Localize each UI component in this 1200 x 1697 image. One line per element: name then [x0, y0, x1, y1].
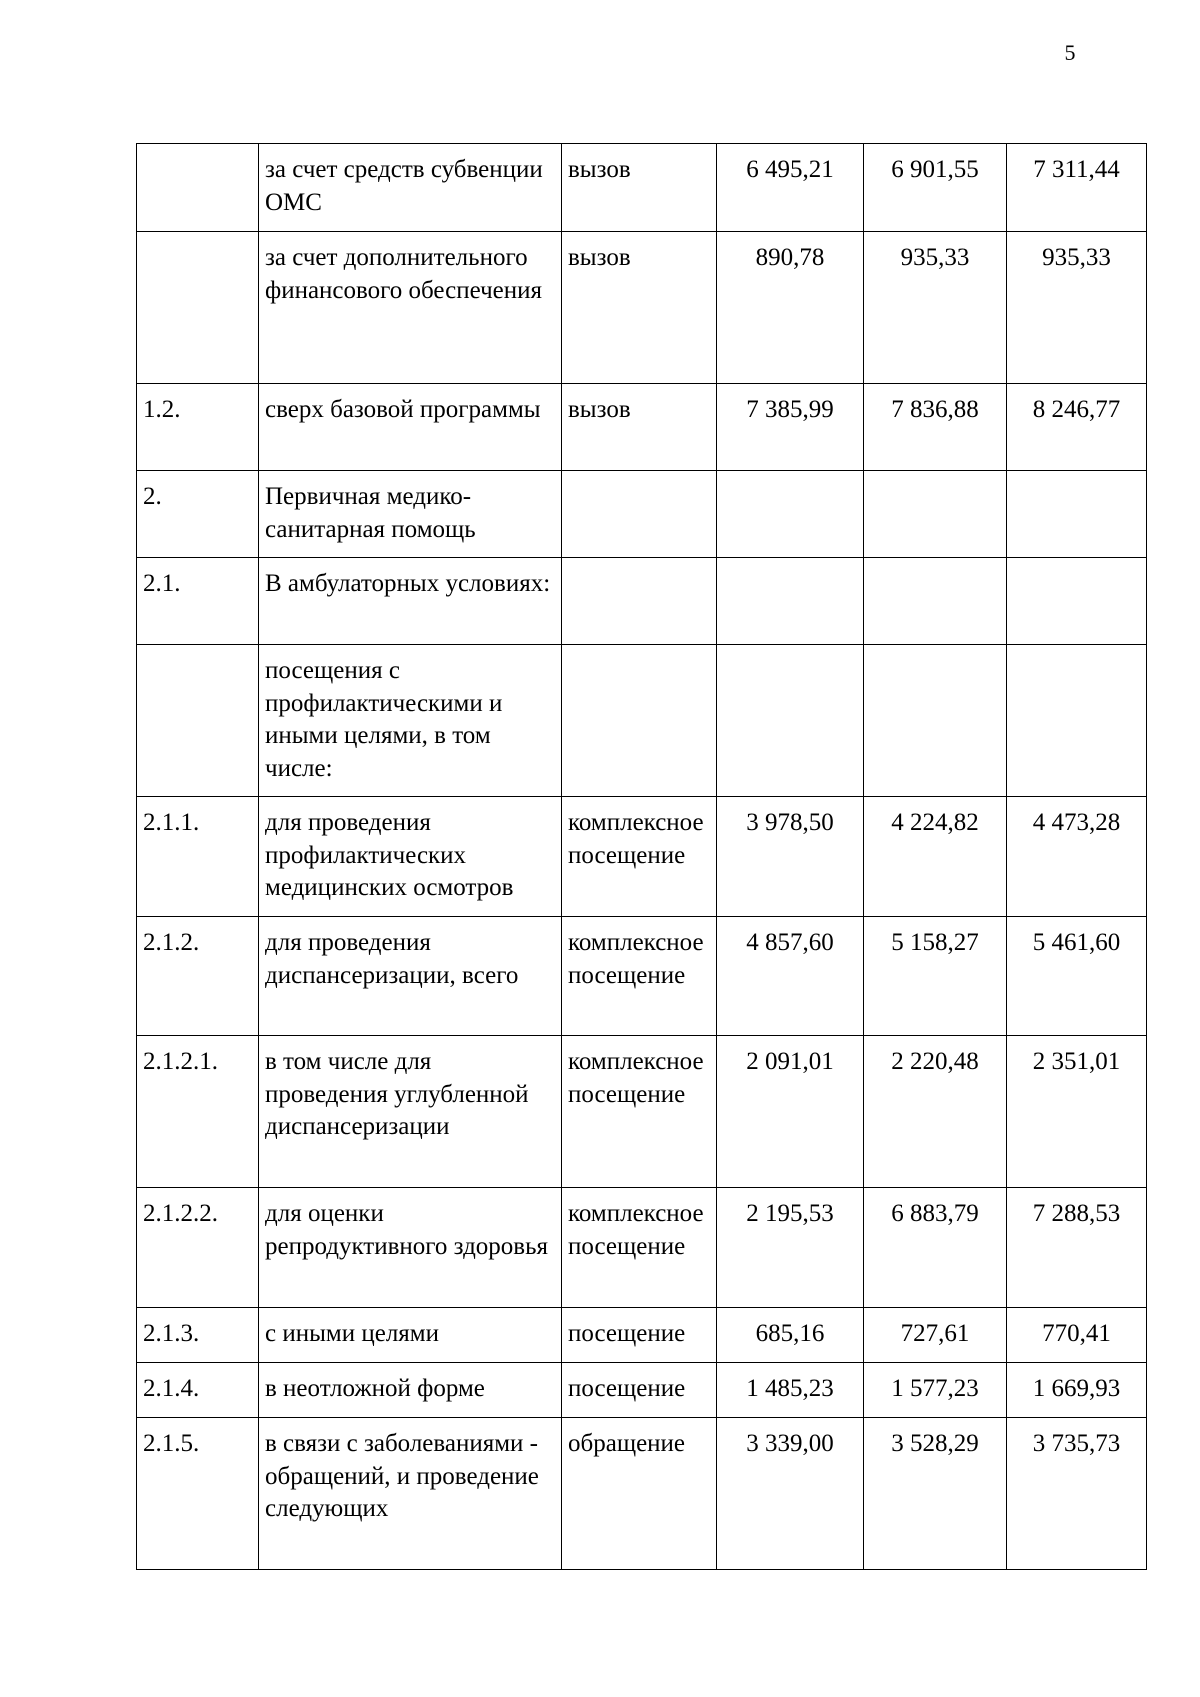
row-unit: комплексное посещение — [562, 797, 717, 917]
row-unit — [562, 558, 717, 645]
row-unit — [562, 645, 717, 797]
row-value-3 — [1007, 645, 1147, 797]
row-name: посещения с профилактическими и иными целями, в том числе: — [259, 645, 562, 797]
table-row — [137, 1418, 1147, 1570]
table-row — [137, 1363, 1147, 1418]
row-value-3: 935,33 — [1007, 232, 1147, 384]
row-code: 2.1.2.2. — [137, 1188, 259, 1308]
row-name: В амбулаторных условиях: — [259, 558, 562, 645]
row-code: 2. — [137, 471, 259, 558]
table-row — [137, 384, 1147, 471]
table-row — [137, 917, 1147, 1036]
row-unit: комплексное посещение — [562, 917, 717, 1036]
norms-table-body — [137, 144, 1147, 1570]
row-value-3: 7 288,53 — [1007, 1188, 1147, 1308]
row-value-1: 2 091,01 — [717, 1036, 864, 1188]
table-row — [137, 471, 1147, 558]
row-unit: посещение — [562, 1363, 717, 1418]
row-code — [137, 645, 259, 797]
row-code — [137, 144, 259, 232]
page-number: 5 — [1064, 40, 1076, 65]
row-name: в связи с заболеваниями - обращений, и проведение следующих — [259, 1418, 562, 1570]
norms-table — [136, 143, 1147, 1570]
row-value-3: 5 461,60 — [1007, 917, 1147, 1036]
row-name: в неотложной форме — [259, 1363, 562, 1418]
row-name: за счет дополнительного финансового обеспечения — [259, 232, 562, 384]
row-code: 1.2. — [137, 384, 259, 471]
row-value-1: 7 385,99 — [717, 384, 864, 471]
row-value-2: 935,33 — [864, 232, 1007, 384]
table-row — [137, 645, 1147, 797]
row-value-1: 6 495,21 — [717, 144, 864, 232]
row-value-2: 2 220,48 — [864, 1036, 1007, 1188]
row-value-3 — [1007, 471, 1147, 558]
row-name: для оценки репродуктивного здоровья — [259, 1188, 562, 1308]
row-value-2 — [864, 471, 1007, 558]
row-value-2 — [864, 558, 1007, 645]
row-code: 2.1.2. — [137, 917, 259, 1036]
row-code: 2.1.2.1. — [137, 1036, 259, 1188]
row-code: 2.1.3. — [137, 1308, 259, 1363]
row-value-2: 6 901,55 — [864, 144, 1007, 232]
row-code: 2.1.1. — [137, 797, 259, 917]
row-value-1: 3 339,00 — [717, 1418, 864, 1570]
row-value-1: 1 485,23 — [717, 1363, 864, 1418]
row-value-3: 8 246,77 — [1007, 384, 1147, 471]
row-name: за счет средств субвенции ОМС — [259, 144, 562, 232]
row-code: 2.1. — [137, 558, 259, 645]
row-unit: вызов — [562, 144, 717, 232]
row-value-3: 2 351,01 — [1007, 1036, 1147, 1188]
table-row — [137, 144, 1147, 232]
row-value-1: 3 978,50 — [717, 797, 864, 917]
row-value-1 — [717, 645, 864, 797]
row-name: для проведения диспансеризации, всего — [259, 917, 562, 1036]
row-unit: посещение — [562, 1308, 717, 1363]
row-value-1: 685,16 — [717, 1308, 864, 1363]
row-value-1: 4 857,60 — [717, 917, 864, 1036]
row-value-1 — [717, 471, 864, 558]
row-value-1: 2 195,53 — [717, 1188, 864, 1308]
row-value-3: 3 735,73 — [1007, 1418, 1147, 1570]
table-row — [137, 1188, 1147, 1308]
row-value-3: 4 473,28 — [1007, 797, 1147, 917]
row-name: Первичная медико-санитарная помощь — [259, 471, 562, 558]
row-value-1: 890,78 — [717, 232, 864, 384]
row-name: для проведения профилактических медицинских осмотров — [259, 797, 562, 917]
row-value-2: 4 224,82 — [864, 797, 1007, 917]
table-row — [137, 1308, 1147, 1363]
row-code: 2.1.4. — [137, 1363, 259, 1418]
row-value-3: 1 669,93 — [1007, 1363, 1147, 1418]
table-row — [137, 558, 1147, 645]
row-value-3: 7 311,44 — [1007, 144, 1147, 232]
row-code: 2.1.5. — [137, 1418, 259, 1570]
row-value-2 — [864, 645, 1007, 797]
row-unit: вызов — [562, 384, 717, 471]
row-code — [137, 232, 259, 384]
table-row — [137, 1036, 1147, 1188]
row-value-2: 6 883,79 — [864, 1188, 1007, 1308]
row-name: в том числе для проведения углубленной диспансеризации — [259, 1036, 562, 1188]
row-value-1 — [717, 558, 864, 645]
table-row — [137, 797, 1147, 917]
row-name: с иными целями — [259, 1308, 562, 1363]
row-value-2: 727,61 — [864, 1308, 1007, 1363]
row-unit: комплексное посещение — [562, 1036, 717, 1188]
row-value-3 — [1007, 558, 1147, 645]
row-name: сверх базовой программы — [259, 384, 562, 471]
row-value-2: 7 836,88 — [864, 384, 1007, 471]
row-value-3: 770,41 — [1007, 1308, 1147, 1363]
table-row — [137, 232, 1147, 384]
row-unit: комплексное посещение — [562, 1188, 717, 1308]
row-value-2: 3 528,29 — [864, 1418, 1007, 1570]
row-value-2: 5 158,27 — [864, 917, 1007, 1036]
row-unit — [562, 471, 717, 558]
row-unit: обращение — [562, 1418, 717, 1570]
row-value-2: 1 577,23 — [864, 1363, 1007, 1418]
row-unit: вызов — [562, 232, 717, 384]
